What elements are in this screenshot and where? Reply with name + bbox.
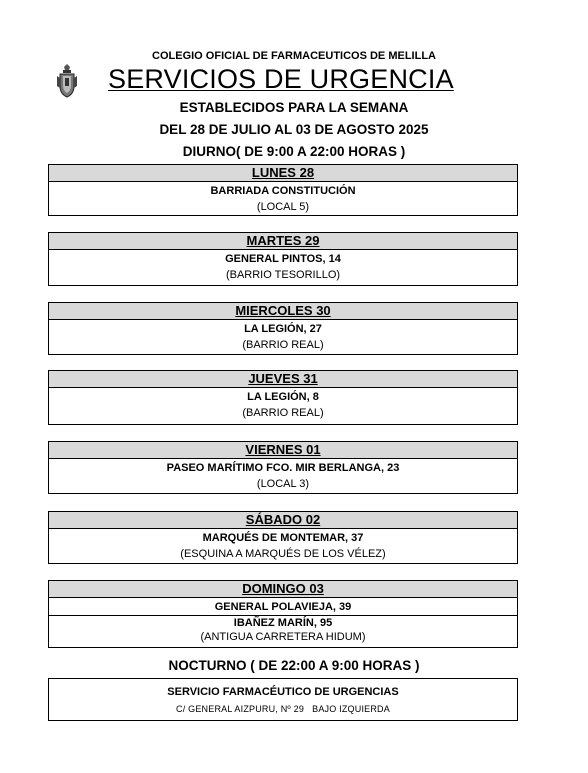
- pharmacy-note: (BARRIO TESORILLO): [225, 269, 341, 281]
- day-heading: MARTES 29: [49, 233, 517, 250]
- night-service-block: [48, 678, 518, 721]
- pharmacy-note: (BARRIO REAL): [242, 339, 324, 351]
- pharmacy-note: (LOCAL 5): [256, 201, 310, 213]
- night-service-address: C/ GENERAL AIZPURU, Nº 29 BAJO IZQUIERDA: [176, 704, 390, 714]
- pharmacy-entry: [49, 388, 517, 421]
- pharmacy-entry: [49, 615, 517, 644]
- coat-of-arms-icon: [56, 64, 78, 98]
- day-heading: SÁBADO 02: [49, 512, 517, 529]
- day-block-martes: [48, 232, 518, 286]
- pharmacy-address: IBAÑEZ MARÍN, 95: [233, 617, 333, 629]
- pharmacy-address: PASEO MARÍTIMO FCO. MIR BERLANGA, 23: [166, 462, 400, 474]
- day-block-miercoles: [48, 302, 518, 355]
- day-heading: JUEVES 31: [49, 371, 517, 388]
- pharmacy-address: LA LEGIÓN, 27: [244, 323, 322, 335]
- pharmacy-address: GENERAL POLAVIEJA, 39: [214, 601, 352, 613]
- pharmacy-note: (BARRIO REAL): [242, 407, 324, 419]
- day-block-lunes: [48, 164, 518, 216]
- day-block-domingo: [48, 580, 518, 648]
- day-heading: MIERCOLES 30: [49, 303, 517, 320]
- pharmacy-entry: [49, 459, 517, 492]
- day-heading: DOMINGO 03: [49, 581, 517, 598]
- pharmacy-entry: [49, 598, 517, 615]
- pharmacy-note: (LOCAL 3): [256, 478, 310, 490]
- pharmacy-note: (ANTIGUA CARRETERA HIDUM): [200, 631, 366, 643]
- day-block-jueves: [48, 370, 518, 425]
- day-block-viernes: [48, 441, 518, 494]
- day-block-sabado: [48, 511, 518, 564]
- day-heading: LUNES 28: [49, 165, 517, 182]
- pharmacy-address: BARRIADA CONSTITUCIÓN: [210, 185, 356, 197]
- pharmacy-address: GENERAL PINTOS, 14: [225, 253, 341, 265]
- pharmacy-entry: [49, 182, 517, 215]
- subtitle-dates: DEL 28 DE JULIO AL 03 DE AGOSTO 2025: [159, 122, 429, 137]
- pharmacy-address: MARQUÉS DE MONTEMAR, 37: [202, 532, 364, 544]
- pharmacy-address: LA LEGIÓN, 8: [247, 391, 319, 403]
- subtitle-week: ESTABLECIDOS PARA LA SEMANA: [179, 100, 409, 115]
- pharmacy-note: (ESQUINA A MARQUÉS DE LOS VÉLEZ): [180, 548, 386, 560]
- pharmacy-entry: [49, 250, 517, 283]
- night-heading: NOCTURNO ( DE 22:00 A 9:00 HORAS ): [168, 658, 420, 673]
- pharmacy-entry: [49, 320, 517, 353]
- college-name: COLEGIO OFICIAL DE FARMACEUTICOS DE MELILLA: [152, 50, 436, 62]
- day-heading: VIERNES 01: [49, 442, 517, 459]
- subtitle-day-hours: DIURNO( DE 9:00 A 22:00 HORAS ): [182, 144, 406, 159]
- night-service-name: SERVICIO FARMACÉUTICO DE URGENCIAS: [167, 686, 399, 698]
- page-title: SERVICIOS DE URGENCIA: [108, 64, 454, 94]
- pharmacy-entry: [49, 529, 517, 562]
